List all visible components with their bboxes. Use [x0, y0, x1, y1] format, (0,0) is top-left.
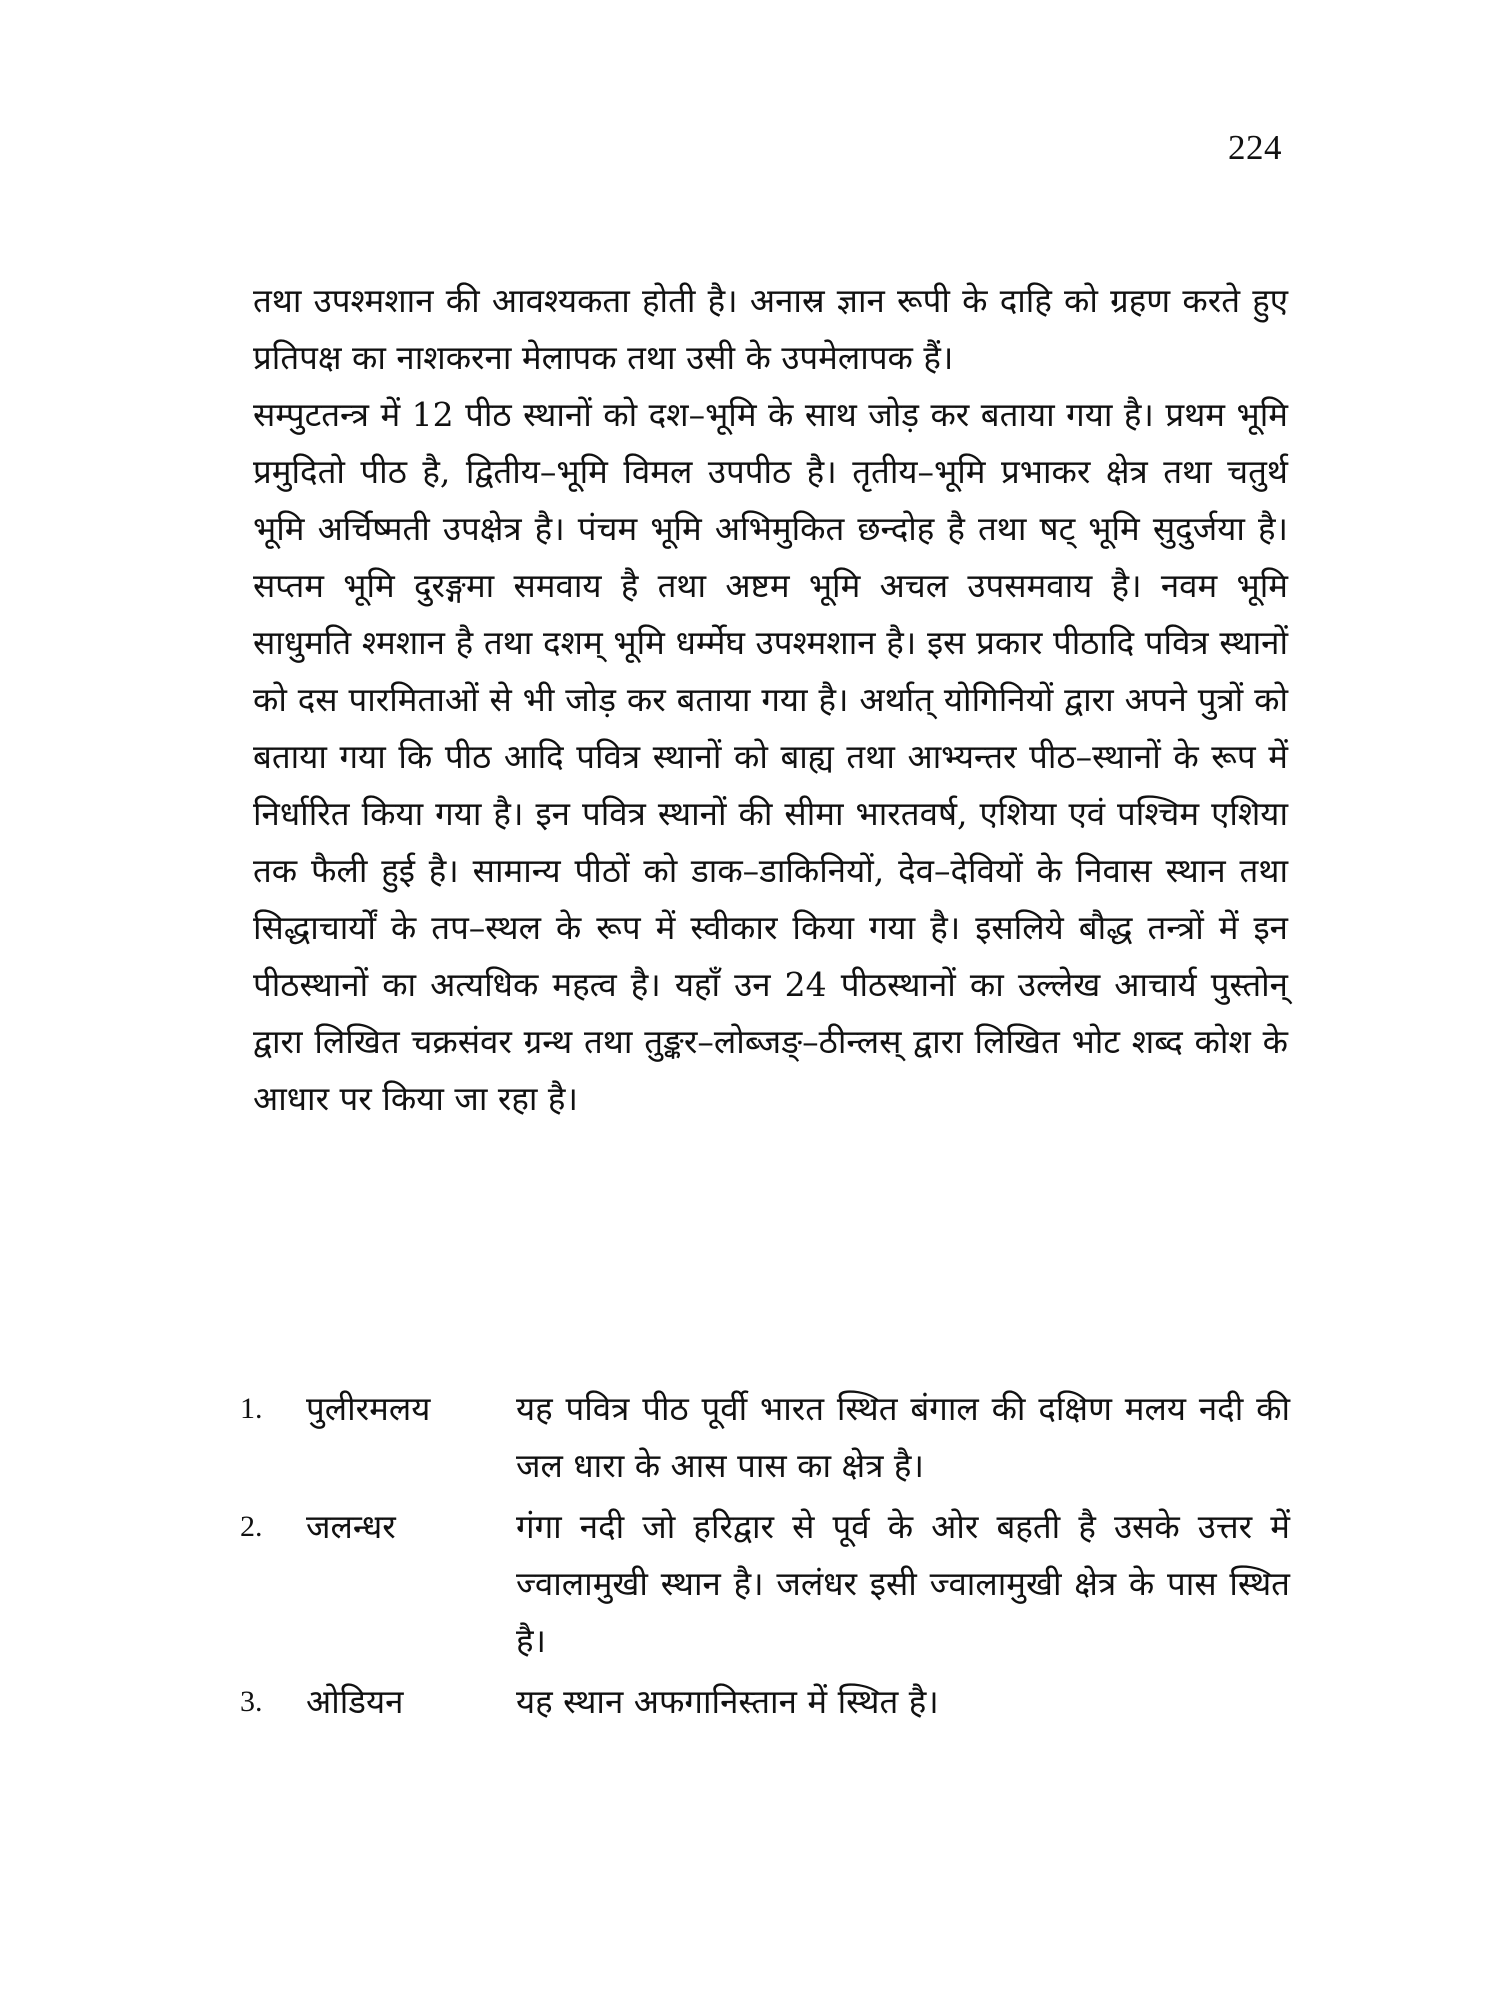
- list-item-description: यह स्थान अफगानिस्तान में स्थित है।: [516, 1682, 939, 1721]
- body-text: [253, 272, 1288, 1127]
- list-item: [240, 1498, 1290, 1669]
- list-item: [240, 1380, 1290, 1494]
- list-item-number: 2.: [240, 1510, 263, 1543]
- list-item: [240, 1673, 1290, 1730]
- paragraph: सम्पुटतन्त्र में 12 पीठ स्थानों को दश–भूमि के साथ जोड़ कर बताया गया है। प्रथम भूमि प्रमुदितो पीठ है, द्वितीय–भूमि विमल उपपीठ है। तृतीय–भूमि प्रभाकर क्षेत्र तथा चतुर्थ भूमि अर्चिष्मती उपक्षेत्र है। पंचम भूमि अभिमुकित छन्दोह है तथा षट् भूमि सुदुर्जया है। सप्तम भूमि दुरङ्गमा समवाय है तथा अष्टम भूमि अचल उपसमवाय है। नवम भूमि साधुमति श्मशान है तथा दशम् भूमि धर्म्मेघ उपश्मशान है। इस प्रकार पीठादि पवित्र स्थानों को दस पारमिताओं से भी जोड़ कर बताया गया है। अर्थात् योगिनियों द्वारा अपने पुत्रों को बताया गया कि पीठ आदि पवित्र स्थानों को बाह्य तथा आभ्यन्तर पीठ–स्थानों के रूप में निर्धारित किया गया है। इन पवित्र स्थानों की सीमा भारतवर्ष, एशिया एवं पश्चिम एशिया तक फैली हुई है। सामान्य पीठों को डाक–डाकिनियों, देव–देवियों के निवास स्थान तथा सिद्धाचार्यों के तप–स्थल के रूप में स्वीकार किया गया है। इसलिये बौद्ध तन्त्रों में इन पीठस्थानों का अत्यधिक महत्व है। यहाँ उन 24 पीठस्थानों का उल्लेख आचार्य पुस्तोन् द्वारा लिखित चक्रसंवर ग्रन्थ तथा तुङ्कर–लोब्जङ्–ठीन्लस् द्वारा लिखित भोट शब्द कोश के आधार पर किया जा रहा है।: [253, 395, 1288, 1118]
- list-item-number: 1.: [240, 1392, 263, 1425]
- list-item-description: गंगा नदी जो हरिद्वार से पूर्व के ओर बहती है उसके उत्तर में ज्वालामुखी स्थान है। जलंधर इसी ज्वालामुखी क्षेत्र के पास स्थित है।: [516, 1507, 1290, 1660]
- paragraph: तथा उपश्मशान की आवश्यकता होती है। अनास्र ज्ञान रूपी के दाहि को ग्रहण करते हुए प्रतिपक्ष का नाशकरना मेलापक तथा उसी के उपमेलापक हैं।: [253, 281, 1288, 377]
- list-item-number: 3.: [240, 1685, 263, 1718]
- list-item-name: जलन्धर: [306, 1507, 396, 1546]
- list-item-name: ओडियन: [306, 1682, 404, 1721]
- list-item-name: पुलीरमलय: [306, 1389, 431, 1428]
- pitha-list: [240, 1380, 1290, 1734]
- list-item-description: यह पवित्र पीठ पूर्वी भारत स्थित बंगाल की दक्षिण मलय नदी की जल धारा के आस पास का क्षेत्र है।: [516, 1389, 1290, 1485]
- page-number: 224: [1228, 128, 1282, 167]
